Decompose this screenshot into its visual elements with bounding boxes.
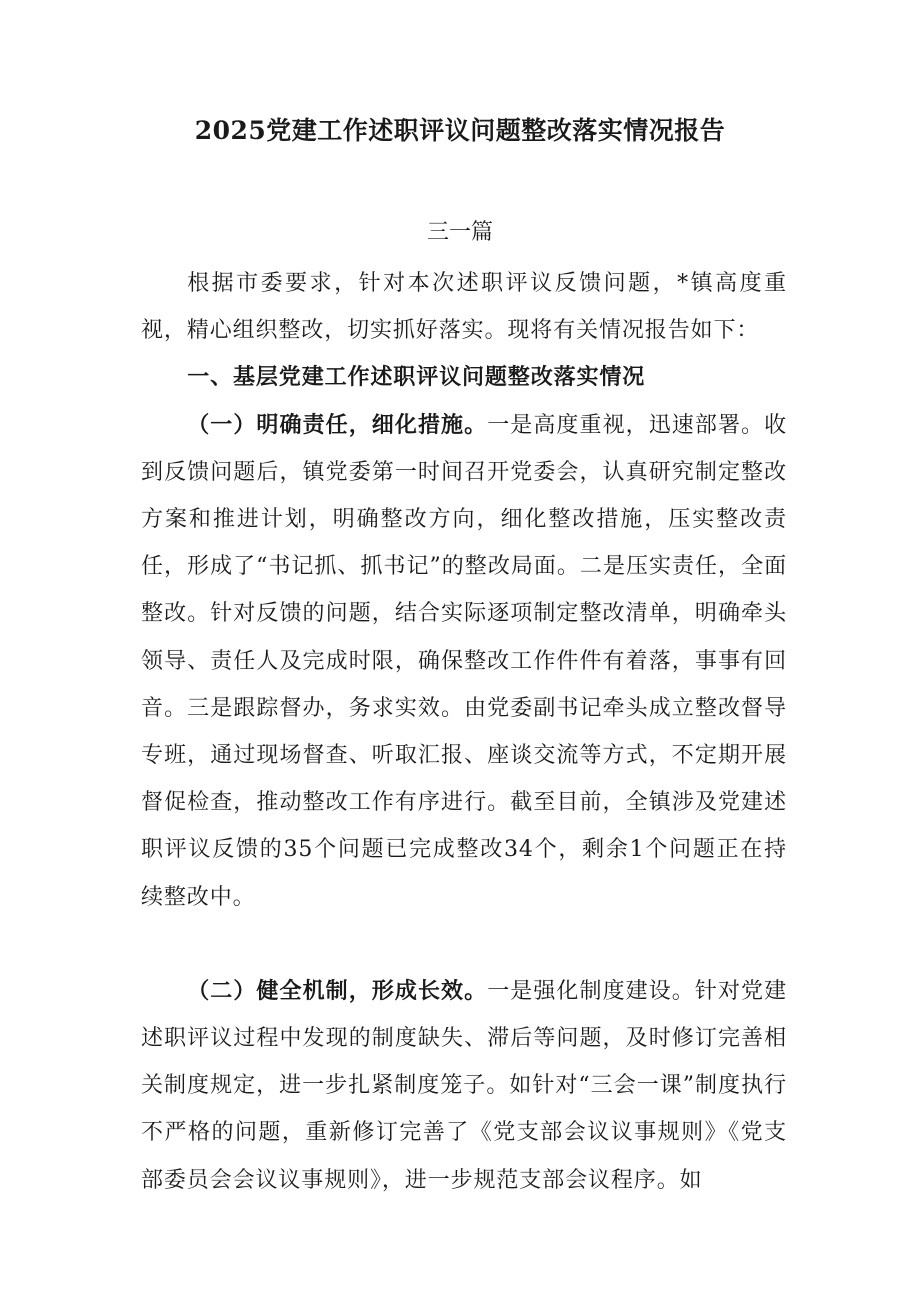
section-heading: 一、基层党建工作述职评议问题整改落实情况 <box>187 364 646 391</box>
item1-paragraph <box>141 402 787 921</box>
item1-text: 一是高度重视，迅速部署。收到反馈问题后，镇党委第一时间召开党委会，认真研究制定整改方案和推进计划，明确整改方向，细化整改措施，压实整改责任，形成了“书记抓、抓书记”的整改局面。二是压实责任，全面整改。针对反馈的问题，结合实际逐项制定整改清单，明确牵头领导、责任人及完成时限，确保整改工作件件有着落，事事有回音。三是跟踪督办，务求实效。由党委副书记牵头成立整改督导专班，通过现场督查、听取汇报、座谈交流等方式，不定期开展督促检查，推动整改工作有序进行。截至目前，全镇涉及党建述职评议反馈的35个问题已完成整改34个，剩余1个问题正在持续整改中。 <box>141 412 788 910</box>
document-body <box>141 260 787 1204</box>
document-title: 2025党建工作述职评议问题整改落实情况报告 <box>194 116 726 145</box>
intro-paragraph: 根据市委要求，针对本次述职评议反馈问题，*镇高度重视，精心组织整改，切实抓好落实。现将有关情况报告如下： <box>141 271 787 344</box>
item2-paragraph <box>141 921 787 1204</box>
item2-text: 一是强化制度建设。针对党建述职评议过程中发现的制度缺失、滞后等问题，及时修订完善相关制度规定，进一步扎紧制度笼子。如针对“三会一课”制度执行不严格的问题，重新修订完善了《党支部会议议事规则》《党支部委员会会议议事规则》，进一步规范支部会议程序。如 <box>141 978 788 1193</box>
item1-heading: （一）明确责任，细化措施。 <box>187 411 488 438</box>
item2-heading: （二）健全机制，形成长效。 <box>187 977 488 1004</box>
document-subtitle: 三一篇 <box>426 220 493 245</box>
